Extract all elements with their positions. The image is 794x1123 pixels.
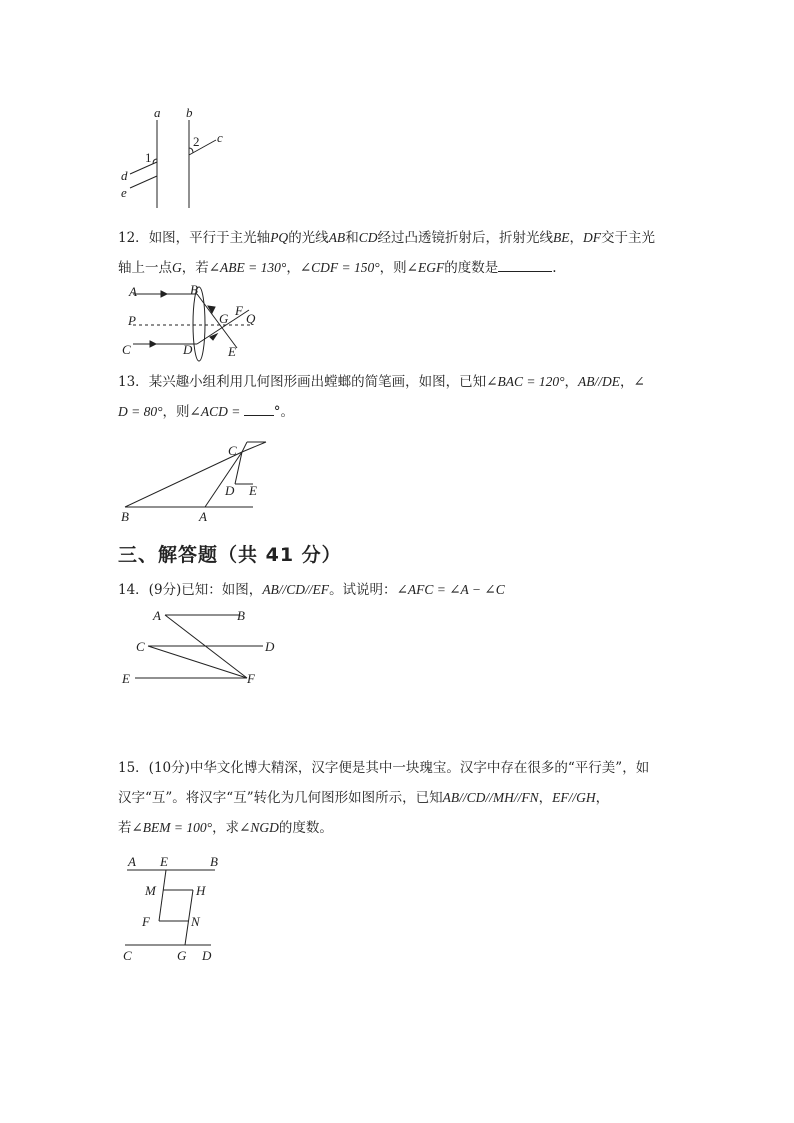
label-D: D — [183, 342, 193, 357]
q15-line3: 若∠BEM = 100°，求∠NGD的度数。 — [118, 820, 333, 836]
label-F: F — [235, 303, 243, 318]
q13-line1: 13．某兴趣小组利用几何图形画出螳螂的简笔画，如图，已知∠BAC = 120°，AB//DE，∠ — [118, 374, 645, 390]
q15-line2: 汉字“互”。将汉字“互”转化为几何图形如图所示，已知AB//CD//MH//FN，EF//GH， — [118, 790, 610, 806]
line-e — [130, 176, 157, 188]
label-F: F — [142, 914, 150, 929]
q13-line2: D = 80°，则∠ACD = °。 — [118, 404, 294, 420]
label-M: M — [145, 883, 156, 898]
label-c: c — [217, 130, 223, 145]
label-E: E — [122, 671, 130, 686]
label-a: a — [154, 105, 161, 120]
line-CF — [148, 646, 247, 678]
section-heading: 三、解答题（共 41 分） — [118, 544, 342, 566]
label-e: e — [121, 185, 127, 200]
label-C: C — [123, 948, 132, 963]
label-D: D — [265, 639, 275, 654]
arrow-CD — [150, 341, 156, 347]
label-F: F — [247, 671, 255, 686]
label-E: E — [249, 483, 257, 498]
figure-q12 — [115, 282, 275, 364]
label-Q: Q — [246, 311, 256, 326]
label-A: A — [128, 854, 136, 869]
label-B: B — [237, 608, 245, 623]
label-G: G — [219, 311, 229, 326]
label-H: H — [196, 883, 206, 898]
label-C: C — [122, 342, 131, 357]
label-B: B — [190, 282, 198, 297]
label-A: A — [153, 608, 161, 623]
figure-q15 — [115, 850, 245, 965]
q12-line2: 轴上一点G，若∠ABE = 130°，∠CDF = 150°，则∠EGF的度数是 . — [118, 260, 557, 276]
q15-line1: 15．(10分)中华文化博大精深，汉字便是其中一块瑰宝。汉字中存在很多的“平行美”，如 — [118, 760, 650, 776]
arrow-AB — [161, 291, 167, 297]
label-2: 2 — [193, 134, 200, 149]
label-C: C — [136, 639, 145, 654]
label-N: N — [191, 914, 200, 929]
label-D: D — [202, 948, 212, 963]
label-A: A — [129, 284, 137, 299]
label-b: b — [186, 105, 193, 120]
line-BC — [125, 452, 242, 507]
label-P: P — [128, 313, 136, 328]
line-EF — [159, 870, 166, 921]
q12-line1: 12．如图，平行于主光轴PQ的光线AB和CD经过凸透镜折射后，折射光线BE，DF交于主光 — [118, 230, 655, 246]
convex-lens — [193, 287, 205, 361]
answer-blank-q12[interactable] — [498, 259, 552, 272]
label-D: D — [225, 483, 235, 498]
label-d: d — [121, 168, 128, 183]
label-G: G — [177, 948, 187, 963]
label-1: 1 — [145, 150, 152, 165]
label-E: E — [228, 344, 236, 359]
label-A: A — [199, 509, 207, 524]
label-C: C — [228, 443, 237, 458]
figure-q14 — [115, 602, 290, 692]
label-B: B — [121, 509, 129, 524]
label-E: E — [160, 854, 168, 869]
figure-q11 — [110, 100, 240, 215]
figure-q13 — [115, 432, 275, 528]
q14-line1: 14．(9分)已知：如图，AB//CD//EF。试说明：∠AFC = ∠A − ∠C — [118, 582, 505, 598]
answer-blank-q13[interactable] — [244, 403, 274, 416]
label-B: B — [210, 854, 218, 869]
line-top-back — [242, 442, 266, 452]
